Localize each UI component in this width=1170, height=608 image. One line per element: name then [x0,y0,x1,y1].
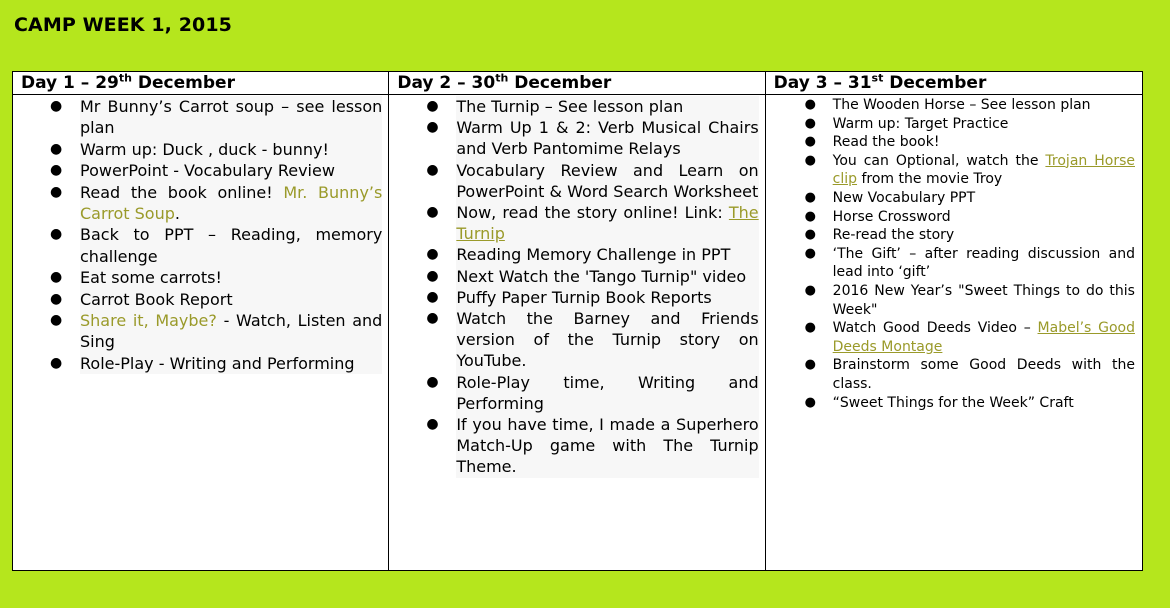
activity-item [50,160,382,181]
activity-text: - Watch, Listen and Sing [80,311,383,352]
bullet-icon: ● [804,394,816,410]
activity-link[interactable]: The Turnip [456,203,759,244]
bullet-icon: ● [50,312,63,329]
bullet-icon: ● [804,189,816,205]
activity-text: Reading Memory Challenge in PPT [456,245,731,265]
bullet-icon: ● [804,320,816,336]
bullet-icon: ● [804,115,816,131]
activity-item [426,266,758,287]
activity-link[interactable]: Mr. Bunny’s Carrot Soup [80,182,383,224]
activity-item [426,202,759,244]
activity-text: ‘The Gift’ – after reading discussion and lead into ‘gift’ [832,245,1135,281]
activity-text: Vocabulary Review and Learn on PowerPoint & Word Search Worksheet [456,160,759,201]
bullet-icon: ● [804,245,816,261]
activity-item [804,282,1135,319]
day-heading-label: Day 3 – 31 [773,73,872,93]
activity-text: Watch Good Deeds Video – [832,320,1038,337]
bullet-icon: ● [804,97,816,112]
activity-text: PowerPoint - Vocabulary Review [80,161,335,181]
activity-item [804,226,1135,245]
activity-item [804,189,1135,208]
activity-text: New Vocabulary PPT [832,189,976,206]
activity-item [804,319,1135,356]
activity-item [426,414,759,478]
activity-item [426,372,759,414]
day-heading-label: Day 1 – 29 [21,73,119,93]
activity-text: Re-read the story [832,227,955,244]
bullet-icon: ● [804,152,816,168]
day-heading [766,72,1142,95]
activity-link[interactable]: Mabel’s Good Deeds Montage [832,320,1135,355]
schedule-table [12,71,1143,571]
activity-item [804,96,1135,115]
page-title: CAMP WEEK 1, 2015 [14,14,232,36]
day-heading-ordinal: st [871,71,884,85]
bullet-icon: ● [50,290,63,307]
activity-item [804,133,1135,152]
activity-item [426,244,758,265]
activity-item [426,308,759,372]
bullet-icon: ● [426,246,439,263]
activity-text: You can Optional, watch the [832,152,1046,169]
bullet-icon: ● [426,161,439,178]
bullet-icon: ● [426,267,439,284]
activity-text: The Wooden Horse – See lesson plan [832,97,1091,113]
activity-item [50,353,382,374]
activity-item [50,310,383,353]
bullet-icon: ● [50,98,63,114]
activity-item [804,208,1135,227]
activity-text: . [174,204,180,224]
activity-item [50,224,383,267]
bullet-icon: ● [426,204,439,221]
activity-text: Role-Play - Writing and Performing [80,353,355,373]
activity-item [50,289,382,310]
day-3-column [766,72,1142,570]
bullet-icon: ● [804,282,816,298]
bullet-icon: ● [50,269,63,286]
activity-text: Read the book online! [80,182,284,202]
activity-text: The Turnip – See lesson plan [456,97,684,116]
bullet-icon: ● [804,208,816,224]
activity-text: Back to PPT – Reading, memory challenge [80,225,383,266]
bullet-icon: ● [50,226,63,243]
activity-text: Watch the Barney and Friends version of the Turnip story on YouTube. [456,309,759,371]
activity-text: 2016 New Year’s "Sweet Things to do this Week" [832,282,1135,318]
activity-list [804,96,1135,412]
activity-link[interactable]: Share it, Maybe? [80,311,217,331]
activity-item [804,394,1135,413]
bullet-icon: ● [50,162,63,179]
bullet-icon: ● [50,140,63,157]
day-heading-ordinal: th [118,71,132,85]
activity-text: Mr Bunny’s Carrot soup – see lesson plan [80,97,383,138]
activity-text: “Sweet Things for the Week” Craft [832,394,1074,411]
activity-text: Warm up: Target Practice [832,115,1009,132]
bullet-icon: ● [50,183,63,200]
bullet-icon: ● [426,98,439,114]
day-heading-month: December [508,73,612,93]
activity-item [804,115,1135,134]
bullet-icon: ● [804,227,816,243]
activity-item [426,287,758,308]
activity-item [426,96,758,117]
day-heading-ordinal: th [495,71,509,85]
activity-item [804,152,1135,189]
bullet-icon: ● [426,119,439,136]
activity-text: from the movie Troy [857,171,1003,188]
day-2-column [389,72,765,570]
activity-text: Brainstorm some Good Deeds with the class. [832,357,1135,392]
activity-text: Warm Up 1 & 2: Verb Musical Chairs and Verb Pantomime Relays [456,118,759,159]
bullet-icon: ● [426,288,439,305]
activity-text: Now, read the story online! Link: [456,203,729,223]
bullet-icon: ● [426,416,439,433]
activity-item [50,267,382,288]
day-1-column [13,72,389,570]
day-heading [13,72,388,95]
activity-link[interactable]: Trojan Horse clip [832,152,1135,188]
activity-text: Horse Crossword [832,208,951,225]
bullet-icon: ● [804,134,816,150]
activity-text: Role-Play time, Writing and Performing [456,372,759,413]
day-heading-month: December [883,73,987,93]
bullet-icon: ● [426,373,439,390]
activity-list [50,96,383,374]
activity-item [804,356,1135,393]
activity-item [804,245,1135,282]
activity-text: If you have time, I made a Superhero Match-Up game with The Turnip Theme. [456,415,759,477]
activity-item [50,96,383,139]
activity-text: Warm up: Duck , duck - bunny! [80,139,329,159]
activity-list [426,96,759,478]
activity-text: Eat some carrots! [80,268,222,288]
day-heading-month: December [131,73,235,93]
bullet-icon: ● [426,310,439,327]
activity-text: Next Watch the 'Tango Turnip" video [456,266,747,286]
day-heading [389,72,764,95]
activity-item [426,117,759,159]
bullet-icon: ● [50,354,63,371]
bullet-icon: ● [804,357,816,373]
activity-item [50,139,382,160]
activity-text: Carrot Book Report [80,289,233,309]
day-heading-label: Day 2 – 30 [397,73,496,93]
activity-item [50,182,383,225]
activity-item [426,160,759,202]
activity-text: Read the book! [832,134,940,151]
activity-text: Puffy Paper Turnip Book Reports [456,287,712,307]
